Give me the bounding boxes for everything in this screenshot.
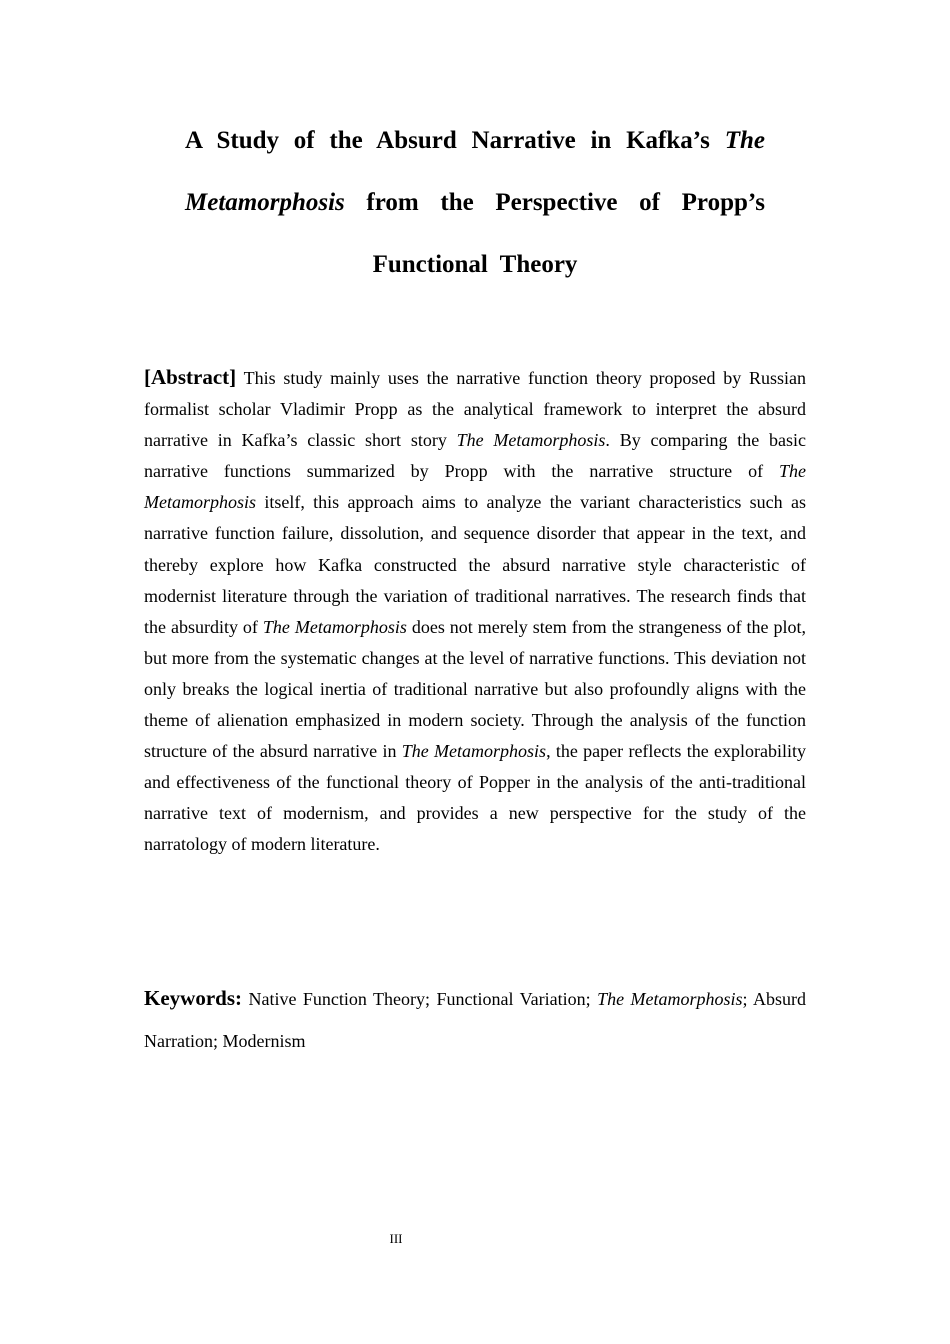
abstract-text-3: itself, this approach aims to analyze the variant characteristics such as narrative function failure, dissolution, and sequence disorder that appear in the text, and thereby explore how Kafka constructed the absurd narrative style characteristic of modernist literature through the variation of traditional narratives. The research finds that the absurdity of (144, 492, 806, 637)
keywords-text-2: ; Absurd Narration; Modernism (144, 989, 806, 1051)
paper-title (185, 110, 765, 296)
title-text-1: A Study of the Absurd Narrative in Kafka’s (185, 127, 725, 154)
abstract-text-1: This study mainly uses the narrative function theory proposed by Russian formalist scholar Vladimir Propp as the analytical framework to interpret the absurd narrative in Kafka’s classic short story (144, 368, 806, 451)
keywords-text-1: Native Function Theory; Functional Variation; (248, 989, 598, 1009)
abstract-paragraph (144, 362, 806, 861)
abstract-label: [Abstract] (144, 365, 237, 389)
abstract-text-5: , the paper reflects the explorability and effectiveness of the functional theory of Popper in the analysis of the anti-traditional narrative text of modernism, and provides a new perspective for the study of the narratology of modern literature. (144, 741, 806, 855)
abstract-text-2: . By comparing the basic narrative functions summarized by Propp with the narrative structure of (144, 430, 807, 482)
abstract-italic-3: The Metamorphosis (262, 616, 407, 637)
keywords-label: Keywords: (144, 986, 242, 1010)
title-italic-work: The Metamorphosis (185, 127, 765, 216)
abstract-italic-1: The Metamorphosis (456, 430, 606, 451)
keywords-paragraph (144, 977, 806, 1062)
abstract-italic-2: The Metamorphosis (144, 461, 806, 513)
keywords-italic: The Metamorphosis (597, 989, 743, 1009)
abstract-text-4: does not merely stem from the strangeness of the plot, but more from the systematic changes at the level of narrative functions. This deviation not only breaks the logical inertia of traditional narrative but also profoundly aligns with the theme of alienation emphasized in modern society. Through the analysis of the function structure of the absurd narrative in (144, 616, 806, 762)
page-number: III (389, 1231, 403, 1246)
abstract-italic-4: The Metamorphosis (401, 741, 547, 762)
title-text-2: from the Perspective of Propp’s Functional Theory (344, 189, 765, 278)
